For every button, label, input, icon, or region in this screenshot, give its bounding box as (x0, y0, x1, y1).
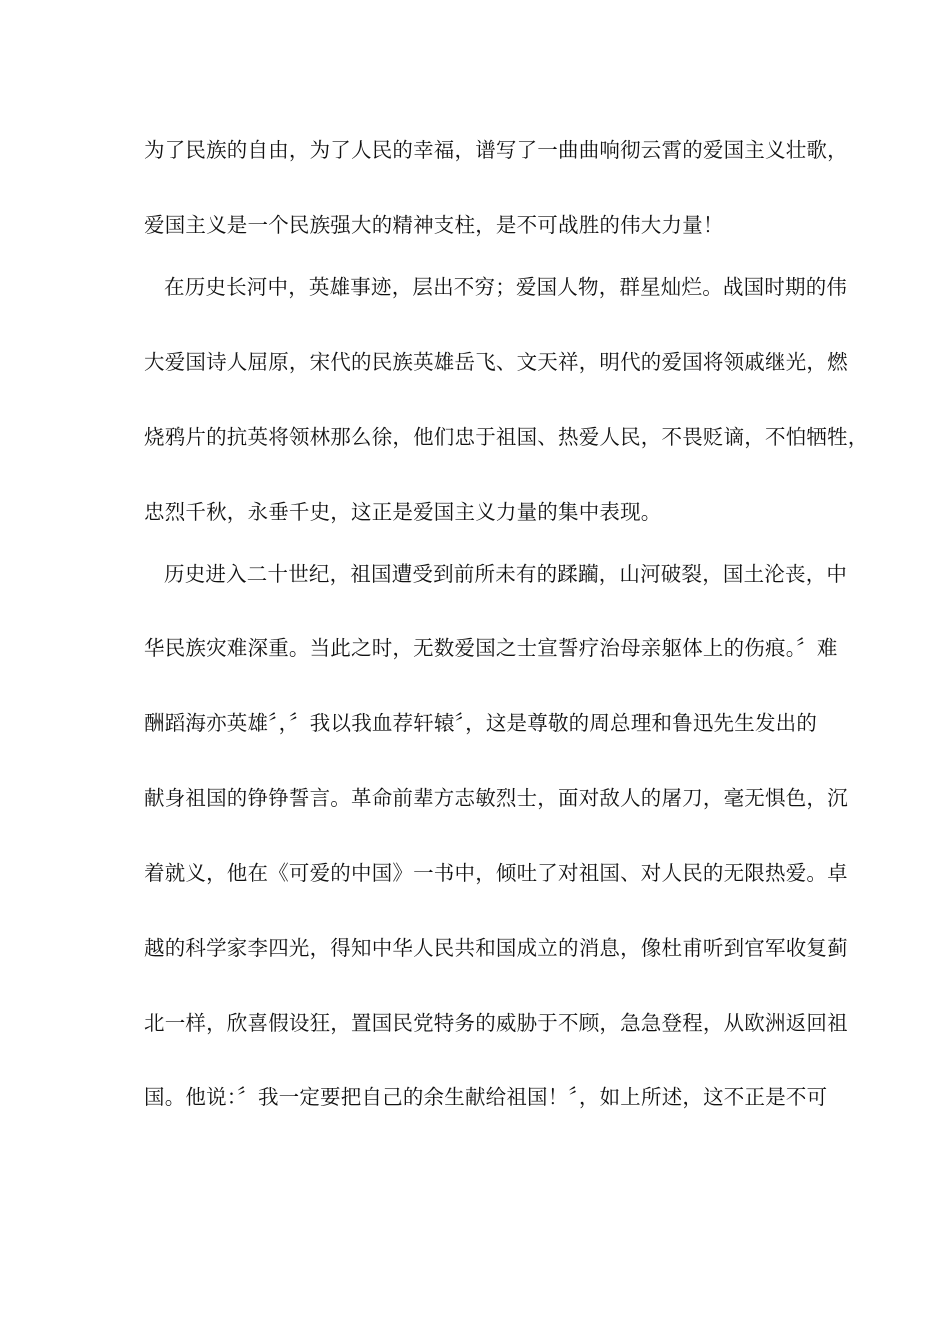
text-line-12: 越的科学家李四光，得知中华人民共和国成立的消息，像杜甫听到官军收复蓟 (144, 936, 848, 960)
text-line-5: 烧鸦片的抗英将领林那么徐，他们忠于祖国、热爱人民，不畏贬谪，不怕牺牲， (144, 425, 869, 449)
text-line-4: 大爱国诗人屈原，宋代的民族英雄岳飞、文天祥，明代的爱国将领戚继光，燃 (144, 350, 848, 374)
text-line-2: 爱国主义是一个民族强大的精神支柱，是不可战胜的伟大力量！ (144, 213, 724, 237)
text-line-14: 国。他说：〞我一定要把自己的余生献给祖国！〞，如上所述，这不正是不可 (144, 1085, 828, 1109)
text-line-8: 华民族灾难深重。当此之时，无数爱国之士宣誓疗治母亲躯体上的伤痕。〞难 (144, 636, 838, 660)
text-line-6: 忠烈千秋，永垂千史，这正是爱国主义力量的集中表现。 (144, 500, 662, 524)
text-line-13: 北一样，欣喜假设狂，置国民党特务的威胁于不顾，急急登程，从欧洲返回祖 (144, 1011, 848, 1035)
text-line-3: 在历史长河中，英雄事迹，层出不穷；爱国人物，群星灿烂。战国时期的伟 (164, 275, 848, 299)
text-line-11: 着就义，他在《可爱的中国》一书中，倾吐了对祖国、对人民的无限热爱。卓 (144, 861, 848, 885)
text-line-10: 献身祖国的铮铮誓言。革命前辈方志敏烈士，面对敌人的屠刀，毫无惧色，沉 (144, 786, 848, 810)
text-line-1: 为了民族的自由，为了人民的幸福，谱写了一曲曲响彻云霄的爱国主义壮歌， (144, 138, 848, 162)
text-line-7: 历史进入二十世纪，祖国遭受到前所未有的蹂躏，山河破裂，国土沦丧，中 (164, 562, 848, 586)
text-line-9: 酬蹈海亦英雄〞，〞我以我血荐轩辕〞，这是尊敬的周总理和鲁迅先生发出的 (144, 711, 818, 735)
